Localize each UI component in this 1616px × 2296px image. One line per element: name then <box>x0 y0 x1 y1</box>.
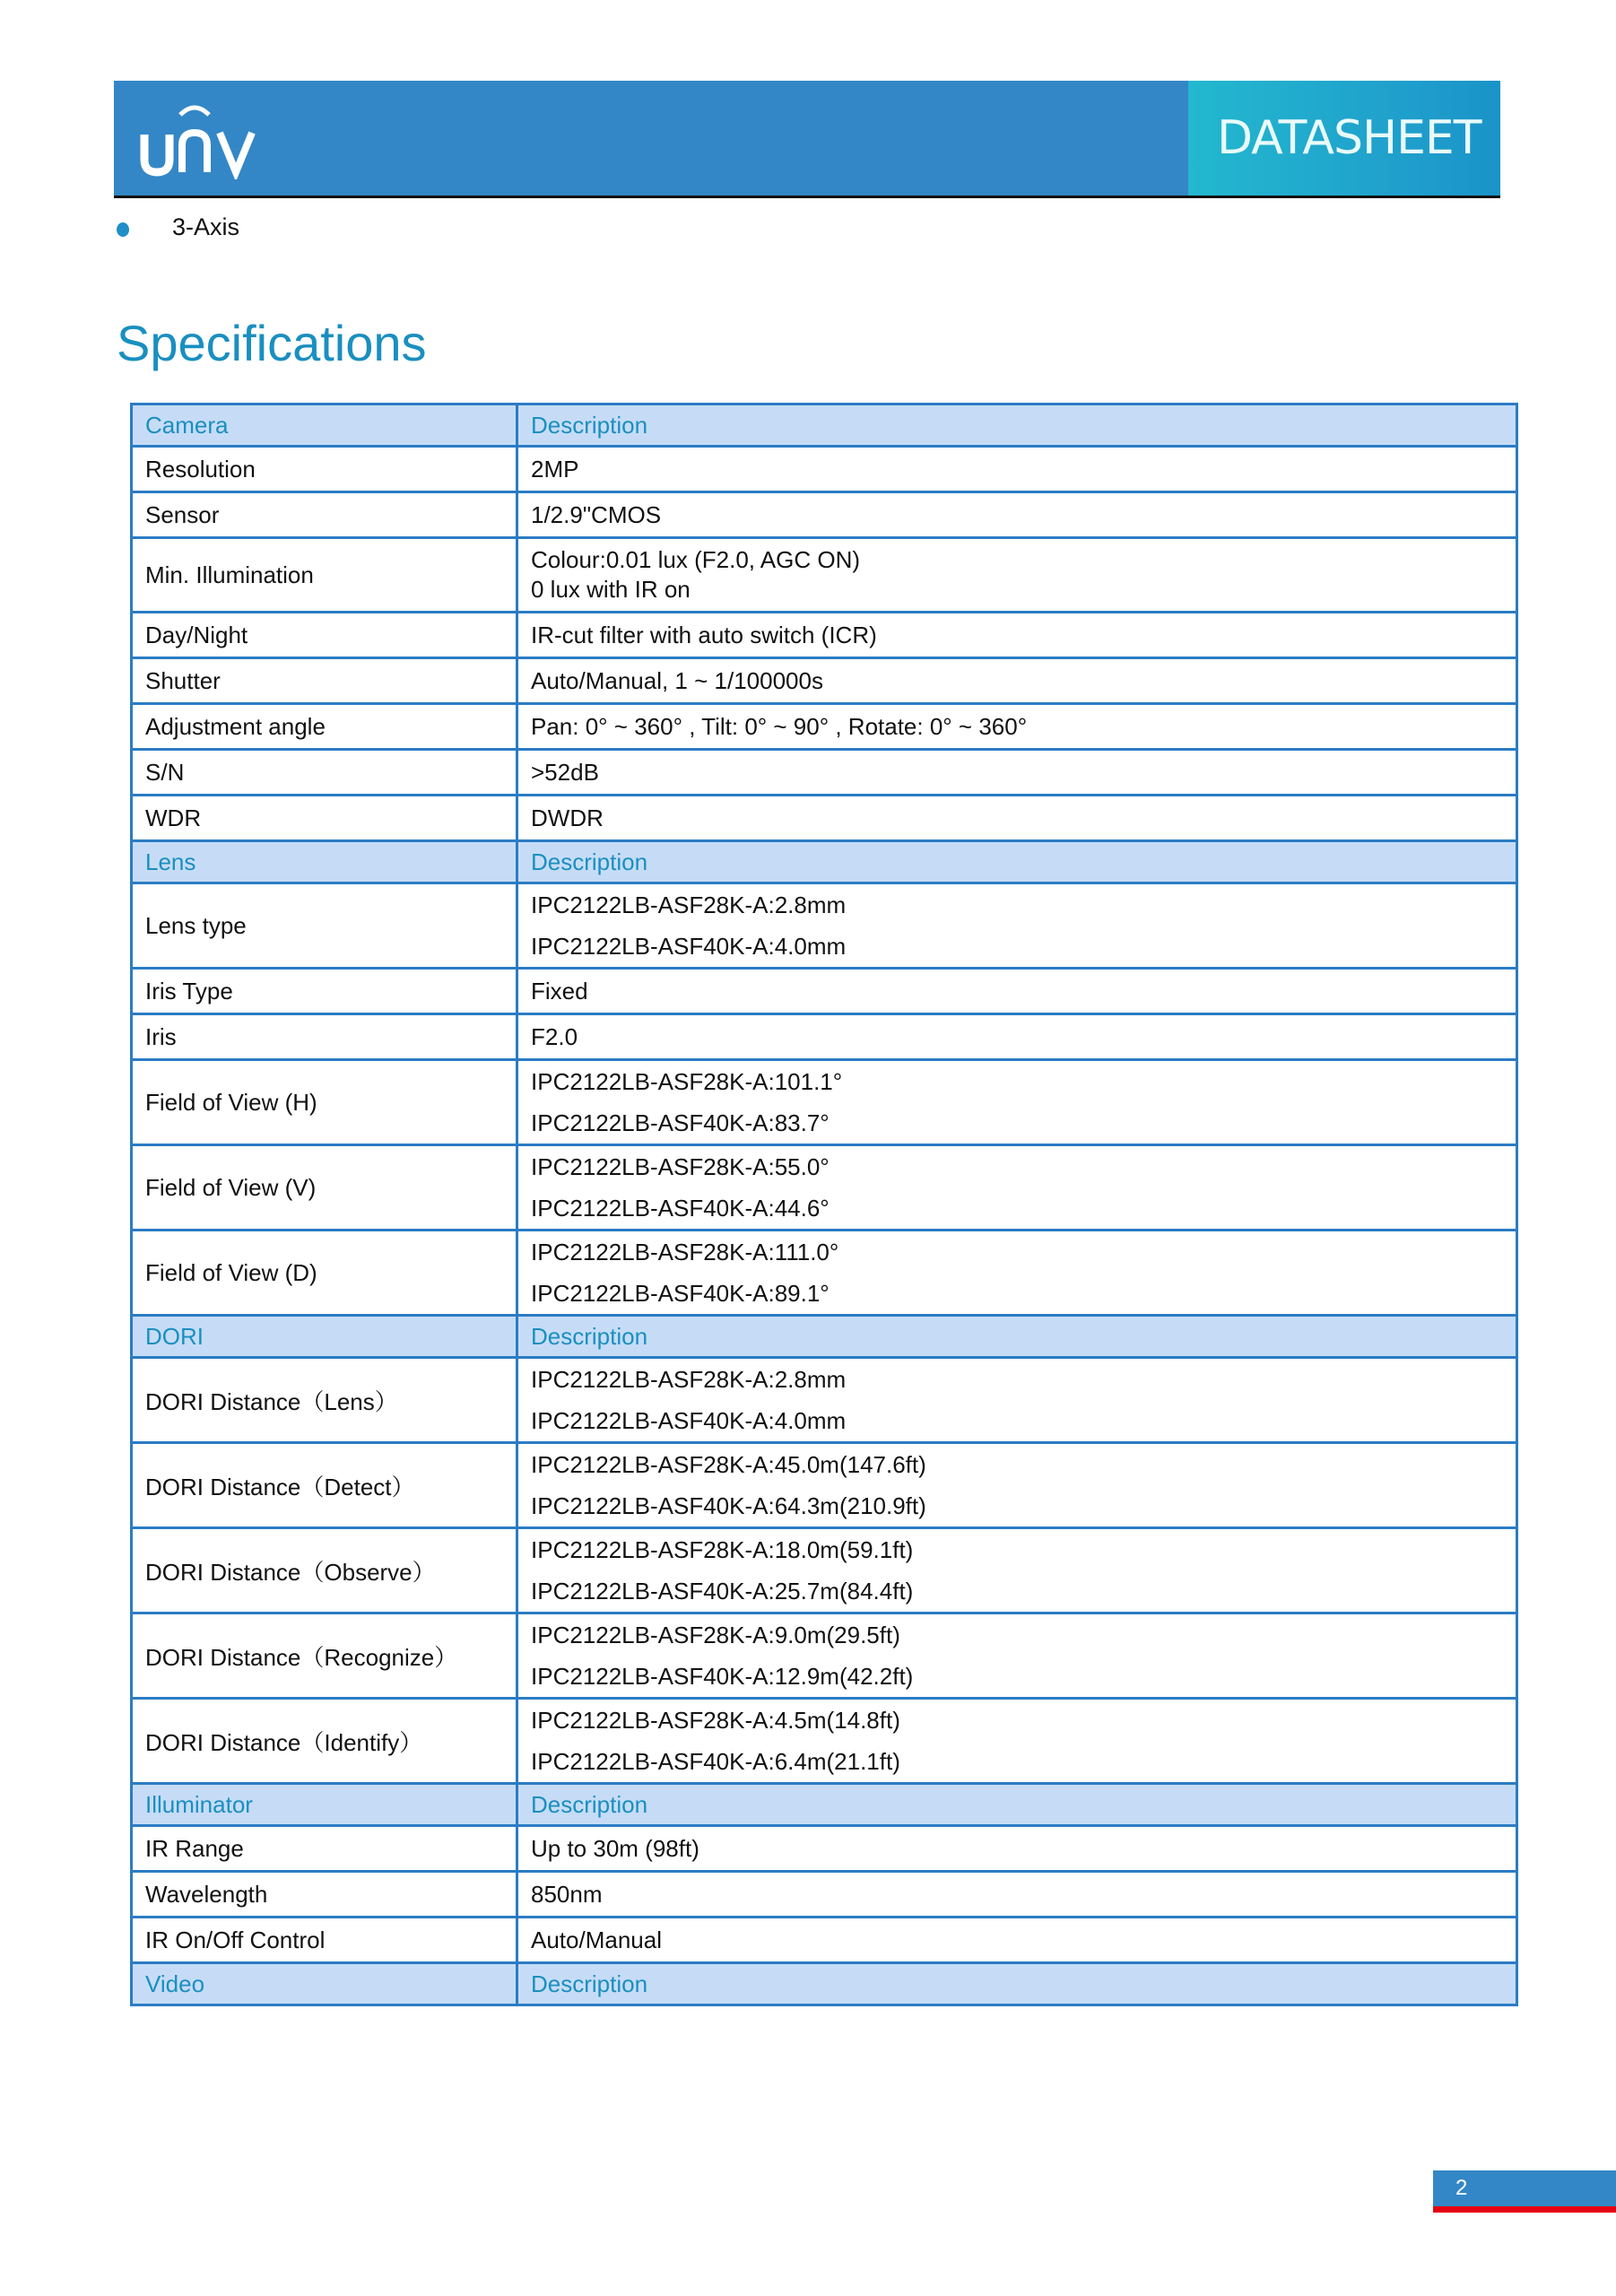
spec-value <box>517 704 1517 750</box>
spec-value-line: IPC2122LB-ASF40K-A:64.3m(210.9ft) <box>531 1492 926 1519</box>
spec-value-line: IPC2122LB-ASF28K-A:101.1° <box>531 1068 843 1095</box>
spec-value-line: Pan: 0° ~ 360° , Tilt: 0° ~ 90° , Rotate: 0° ~ 360° <box>531 712 1028 740</box>
spec-value-line: 1/2.9"CMOS <box>531 500 662 528</box>
spec-value-line: IPC2122LB-ASF28K-A:9.0m(29.5ft) <box>531 1622 900 1648</box>
table-row <box>132 447 1517 492</box>
spec-value <box>517 750 1517 796</box>
table-section-header <box>132 1784 1517 1826</box>
spec-value-line: >52dB <box>531 758 599 786</box>
section-description-header: Description <box>517 1316 1517 1358</box>
spec-value-line: IPC2122LB-ASF40K-A:83.7° <box>531 1109 830 1136</box>
table-section-header <box>132 841 1517 883</box>
unv-logo <box>137 99 281 179</box>
spec-value-line: IPC2122LB-ASF28K-A:55.0° <box>531 1153 830 1180</box>
spec-label: Resolution <box>132 447 517 492</box>
spec-label: DORI Distance（Identify） <box>132 1699 517 1784</box>
spec-value-line: IPC2122LB-ASF28K-A:18.0m(59.1ft) <box>531 1536 914 1563</box>
specifications-table <box>130 403 1518 2006</box>
section-description-header: Description <box>517 841 1517 883</box>
spec-value-line: IR-cut filter with auto switch (ICR) <box>531 621 877 648</box>
spec-value <box>517 1528 1517 1613</box>
section-label: Camera <box>132 404 517 447</box>
spec-value <box>517 1918 1517 1963</box>
spec-value-line: IPC2122LB-ASF40K-A:44.6° <box>531 1195 830 1222</box>
table-row <box>132 1145 1517 1231</box>
spec-value-line: IPC2122LB-ASF40K-A:4.0mm <box>531 933 847 960</box>
section-description-header: Description <box>517 404 1517 447</box>
spec-value-line: Auto/Manual <box>531 1926 662 1953</box>
spec-value-line: F2.0 <box>531 1022 578 1050</box>
spec-value <box>517 538 1517 613</box>
bullet-dot-icon <box>117 222 129 237</box>
spec-value <box>517 883 1517 969</box>
table-section-header <box>132 1963 1517 2005</box>
spec-value-line: IPC2122LB-ASF40K-A:25.7m(84.4ft) <box>531 1578 914 1605</box>
table-row <box>132 750 1517 796</box>
table-row <box>132 1826 1517 1872</box>
table-row <box>132 492 1517 538</box>
spec-label: Iris Type <box>132 969 517 1014</box>
spec-label: Shutter <box>132 658 517 704</box>
spec-value-line: IPC2122LB-ASF28K-A:4.5m(14.8ft) <box>531 1707 900 1734</box>
spec-value <box>517 1060 1517 1145</box>
spec-label: Field of View (H) <box>132 1060 517 1145</box>
spec-label: DORI Distance（Observe） <box>132 1528 517 1613</box>
spec-label: DORI Distance（Lens） <box>132 1358 517 1443</box>
spec-value <box>517 1443 1517 1528</box>
spec-value-line: 0 lux with IR on <box>531 576 691 603</box>
spec-value <box>517 1145 1517 1231</box>
spec-label: Field of View (D) <box>132 1231 517 1316</box>
spec-label: DORI Distance（Recognize） <box>132 1613 517 1699</box>
table-row <box>132 883 1517 969</box>
page-header <box>114 81 1500 198</box>
section-label: Illuminator <box>132 1784 517 1826</box>
table-row <box>132 1872 1517 1918</box>
section-label: DORI <box>132 1316 517 1358</box>
spec-label: WDR <box>132 796 517 841</box>
spec-value-line: IPC2122LB-ASF28K-A:2.8mm <box>531 891 847 918</box>
spec-value-line: IPC2122LB-ASF40K-A:4.0mm <box>531 1407 847 1434</box>
spec-value <box>517 1014 1517 1060</box>
table-row <box>132 704 1517 750</box>
spec-value-line: IPC2122LB-ASF40K-A:6.4m(21.1ft) <box>531 1748 900 1775</box>
section-description-header: Description <box>517 1784 1517 1826</box>
spec-value <box>517 1231 1517 1316</box>
datasheet-label: DATASHEET <box>1217 111 1481 165</box>
spec-value-line: 850nm <box>531 1880 603 1908</box>
table-row <box>132 1528 1517 1613</box>
table-row <box>132 538 1517 613</box>
table-row <box>132 1231 1517 1316</box>
spec-value-line: IPC2122LB-ASF40K-A:89.1° <box>531 1280 830 1307</box>
spec-label: IR On/Off Control <box>132 1918 517 1963</box>
spec-value-line: DWDR <box>531 804 604 831</box>
section-description-header: Description <box>517 1963 1517 2005</box>
spec-value <box>517 447 1517 492</box>
table-row <box>132 1014 1517 1060</box>
table-section-header <box>132 1316 1517 1358</box>
spec-label: Sensor <box>132 492 517 538</box>
spec-label: Wavelength <box>132 1872 517 1918</box>
table-row <box>132 969 1517 1014</box>
table-row <box>132 658 1517 704</box>
spec-value-line: IPC2122LB-ASF28K-A:45.0m(147.6ft) <box>531 1451 926 1478</box>
section-label: Video <box>132 1963 517 2005</box>
spec-label: Iris <box>132 1014 517 1060</box>
spec-label: S/N <box>132 750 517 796</box>
spec-value-line: IPC2122LB-ASF28K-A:111.0° <box>531 1239 839 1265</box>
table-row <box>132 1060 1517 1145</box>
spec-value <box>517 492 1517 538</box>
spec-label: Day/Night <box>132 613 517 658</box>
table-row <box>132 613 1517 658</box>
table-section-header <box>132 404 1517 447</box>
table-row <box>132 1918 1517 1963</box>
spec-value <box>517 796 1517 841</box>
table-row <box>132 1358 1517 1443</box>
table-row <box>132 1699 1517 1784</box>
spec-value <box>517 1358 1517 1443</box>
spec-value-line: IPC2122LB-ASF28K-A:2.8mm <box>531 1366 847 1393</box>
spec-value <box>517 658 1517 704</box>
spec-value-line: Fixed <box>531 977 588 1004</box>
spec-value <box>517 613 1517 658</box>
spec-label: Adjustment angle <box>132 704 517 750</box>
datasheet-badge <box>1188 81 1500 196</box>
spec-value-line: IPC2122LB-ASF40K-A:12.9m(42.2ft) <box>531 1663 914 1690</box>
spec-value-line: 2MP <box>531 455 579 483</box>
table-row <box>132 1443 1517 1528</box>
spec-label: Field of View (V) <box>132 1145 517 1231</box>
spec-value-line: Colour:0.01 lux (F2.0, AGC ON) <box>531 546 861 573</box>
section-title: Specifications <box>117 315 427 371</box>
spec-value-line: Up to 30m (98ft) <box>531 1834 699 1862</box>
spec-label: DORI Distance（Detect） <box>132 1443 517 1528</box>
spec-label: Min. Illumination <box>132 538 517 613</box>
spec-value-line: Auto/Manual, 1 ~ 1/100000s <box>531 666 823 694</box>
table-row <box>132 1613 1517 1699</box>
table-row <box>132 796 1517 841</box>
page-footer <box>1433 2170 1616 2213</box>
spec-value <box>517 1613 1517 1699</box>
section-label: Lens <box>132 841 517 883</box>
bullet-text: 3-Axis <box>172 213 240 240</box>
spec-label: Lens type <box>132 883 517 969</box>
page-number: 2 <box>1455 2176 1468 2200</box>
spec-value <box>517 1699 1517 1784</box>
spec-value <box>517 969 1517 1014</box>
spec-value <box>517 1826 1517 1872</box>
spec-label: IR Range <box>132 1826 517 1872</box>
spec-value <box>517 1872 1517 1918</box>
